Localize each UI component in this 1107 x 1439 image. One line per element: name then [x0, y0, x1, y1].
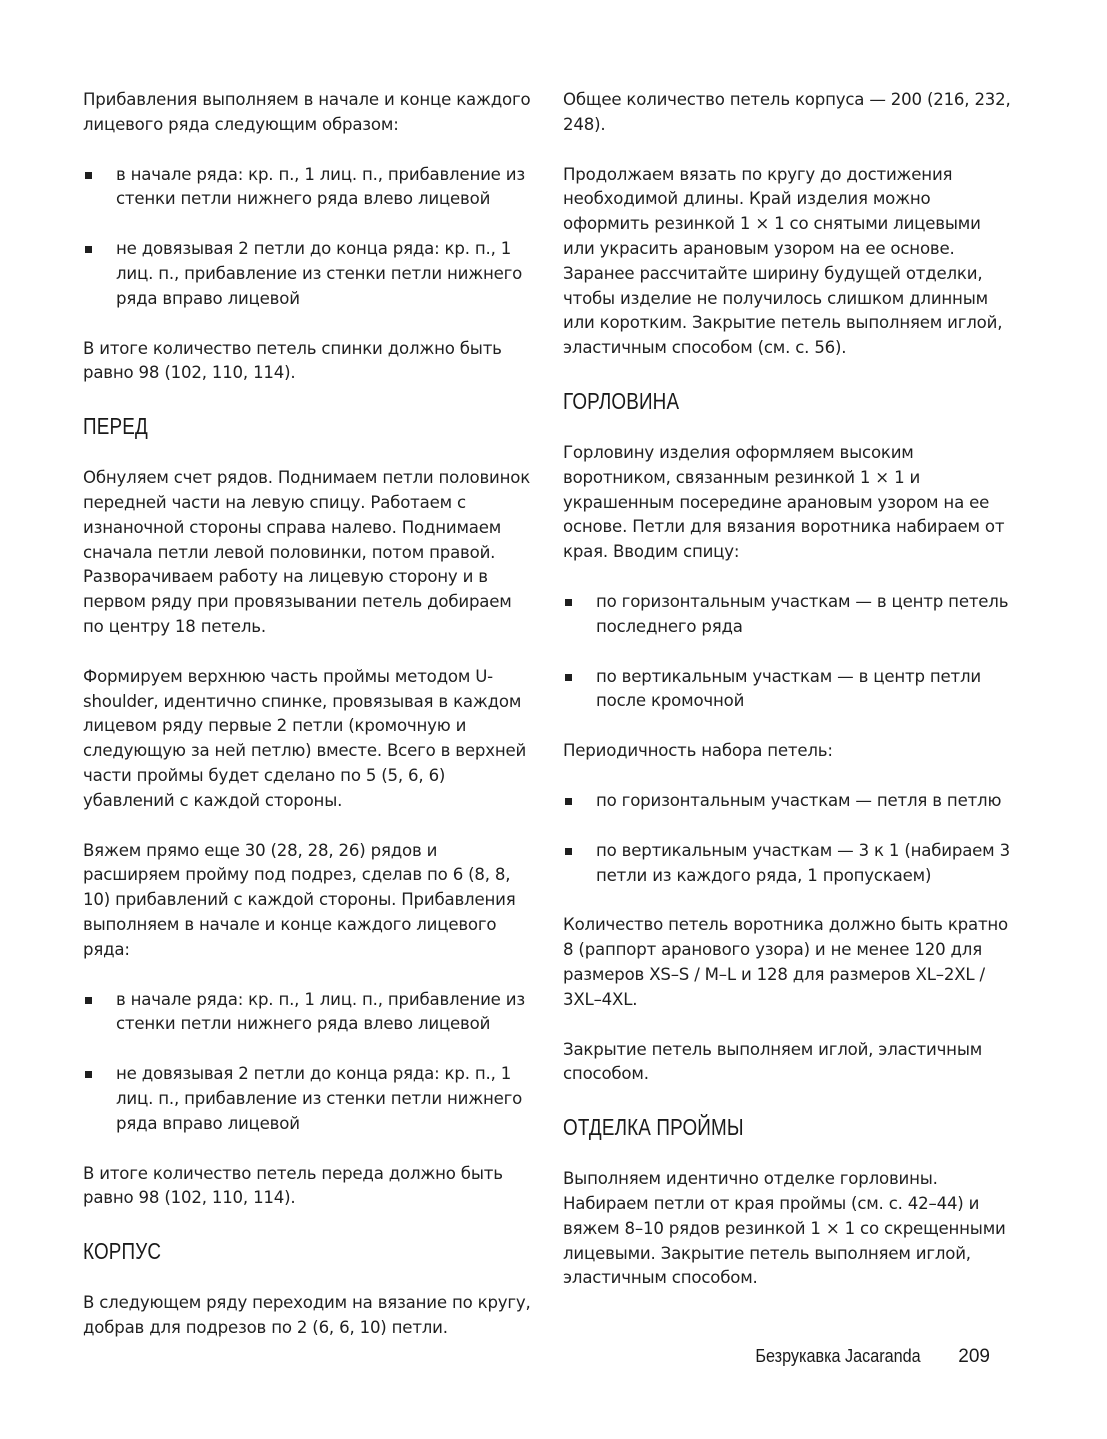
paragraph: Горловину изделия оформляем высоким воротником, связанным резинкой 1 × 1 и украшенным посередине арановым узором на ее основе. Петли для вязания воротника набираем от края. Вводим спицу: — [563, 442, 1005, 562]
paragraph: Периодичность набора петель: — [563, 741, 833, 761]
paragraph: В итоге количество петель переда должно быть равно 98 (102, 110, 114). — [83, 1163, 503, 1208]
list-item — [83, 237, 533, 311]
bullet-list — [83, 988, 533, 1137]
section-heading-otdelka: ОТДЕЛКА ПРОЙМЫ — [563, 1114, 744, 1141]
list-item — [83, 988, 533, 1038]
running-title: Безрукавка Jacaranda — [754, 1346, 921, 1366]
section-heading-gorlovina: ГОРЛОВИНА — [563, 387, 680, 414]
paragraph: Вяжем прямо еще 30 (28, 28, 26) рядов и расширяем пройму под подрез, сделав по 6 (8, 8, 10) прибавлений с каждой стороны. Прибавления выполняем в начале и конце каждого лицевого ряда: — [83, 840, 516, 959]
list-item-text: не довязывая 2 петли до конца ряда: кр. п., 1 лиц. п., прибавление из стенки петли нижнего ряда вправо лицевой — [116, 1064, 523, 1133]
paragraph: Закрытие петель выполняем иглой, эластичным способом. — [563, 1039, 983, 1084]
paragraph: Количество петель воротника должно быть кратно 8 (раппорт аранового узора) и не менее 120 для размеров XS–S / M–L и 128 для размеров XL–2XL / 3XL–4XL. — [563, 915, 1009, 1009]
bullet-icon — [85, 1071, 92, 1078]
list-item-text: по вертикальным участкам — 3 к 1 (набираем 3 петли из каждого ряда, 1 пропускаем) — [596, 840, 1010, 885]
paragraph: В следующем ряду переходим на вязание по кругу, добрав для подрезов по 2 (6, 6, 10) петли. — [83, 1293, 531, 1337]
list-item-text: в начале ряда: кр. п., 1 лиц. п., прибавление из стенки петли нижнего ряда влево лицевой — [116, 989, 525, 1034]
page-footer — [737, 1346, 990, 1368]
list-item — [83, 163, 533, 213]
list-item-text: в начале ряда: кр. п., 1 лиц. п., прибавление из стенки петли нижнего ряда влево лицевой — [116, 164, 525, 209]
bullet-icon — [565, 848, 572, 855]
bullet-icon — [85, 172, 92, 179]
paragraph: Продолжаем вязать по кругу до достижения необходимой длины. Край изделия можно оформить резинкой 1 × 1 со снятыми лицевыми или украсить арановым узором на ее основе. Заранее рассчитайте ширину будущей отделки, чтобы изделие не получилось слишком длинным или коротким. Закрытие петель выполняем иглой, эластичным способом (см. с. 56). — [563, 164, 1003, 358]
list-item-text: по горизонтальным участкам — петля в петлю — [596, 790, 1002, 810]
paragraph: Выполняем идентично отделке горловины. Набираем петли от края проймы (см. с. 42–44) и вяжем 8–10 рядов резинкой 1 × 1 со скрещенными лицевыми. Закрытие петель выполняем иглой, эластичным способом. — [563, 1169, 1006, 1288]
bullet-list — [83, 163, 533, 312]
list-item-text: по горизонтальным участкам — в центр петель последнего ряда — [596, 591, 1009, 636]
paragraph: Общее количество петель корпуса — 200 (216, 232, 248). — [563, 90, 1011, 134]
page-number: 209 — [958, 1346, 990, 1367]
bullet-icon — [85, 246, 92, 253]
paragraph: Обнуляем счет рядов. Поднимаем петли половинок передней части на левую спицу. Работаем с изнаночной стороны справа налево. Поднимаем сначала петли левой половинки, потом правой. Разворачиваем работу на лицевую сторону и в первом ряду при провязывании петель добираем по центру 18 петель. — [83, 468, 531, 636]
paragraph: В итоге количество петель спинки должно быть равно 98 (102, 110, 114). — [83, 338, 502, 383]
list-item — [563, 590, 1013, 640]
list-item-text: по вертикальным участкам — в центр петли после кромочной — [596, 666, 981, 711]
list-item-text: не довязывая 2 петли до конца ряда: кр. п., 1 лиц. п., прибавление из стенки петли нижнего ряда вправо лицевой — [116, 239, 523, 308]
left-column — [83, 88, 533, 1366]
bullet-list — [563, 590, 1013, 714]
list-item — [563, 839, 1013, 889]
bullet-icon — [565, 599, 572, 606]
bullet-list — [563, 789, 1013, 888]
bullet-icon — [565, 674, 572, 681]
section-heading-korpus: КОРПУС — [83, 1238, 162, 1265]
list-item — [563, 789, 1013, 814]
paragraph: Формируем верхнюю часть проймы методом U-shoulder, идентично спинке, провязывая в каждом лицевом ряду первые 2 петли (кромочную и следующую за ней петлю) вместе. Всего в верхней части проймы будет сделано по 5 (5, 6, 6) убавлений с каждой стороны. — [83, 666, 527, 810]
bullet-icon — [565, 798, 572, 805]
section-heading-pered: ПЕРЕД — [83, 413, 148, 440]
list-item — [563, 665, 1013, 715]
list-item — [83, 1062, 533, 1136]
paragraph: Прибавления выполняем в начале и конце каждого лицевого ряда следующим образом: — [83, 90, 531, 134]
bullet-icon — [85, 997, 92, 1004]
right-column — [563, 88, 1013, 1316]
